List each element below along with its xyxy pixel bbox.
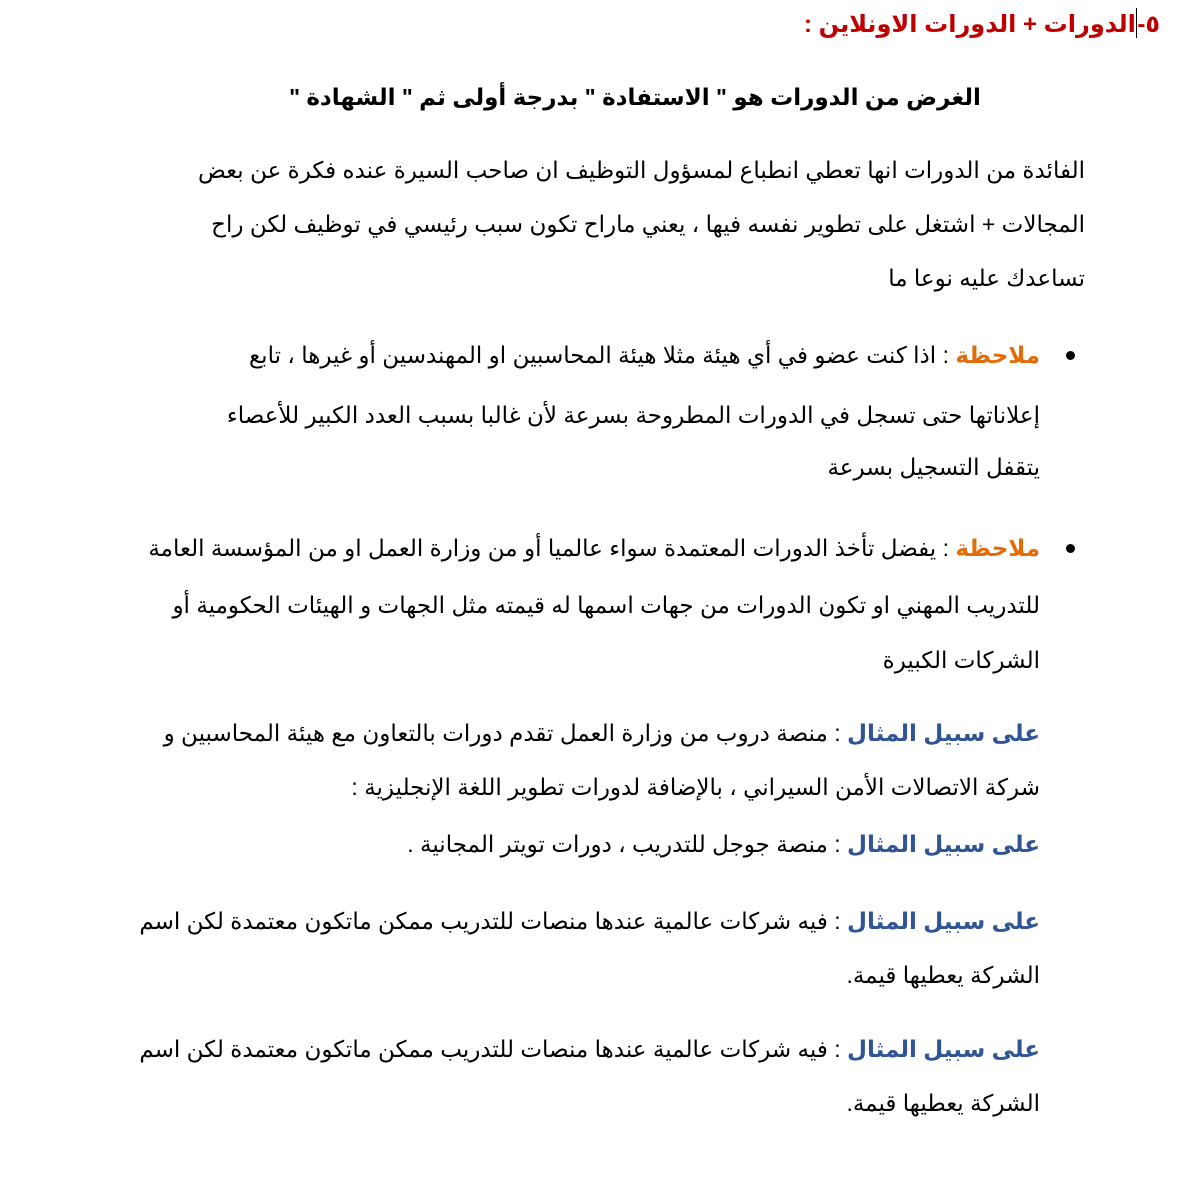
example-label: على سبيل المثال: [847, 908, 1040, 934]
example-3-line-1: [139, 906, 1040, 936]
example-text: : منصة جوجل للتدريب ، دورات تويتر المجانية .: [407, 831, 847, 857]
note-2-line-2: للتدريب المهني او تكون الدورات من جهات اسمها له قيمته مثل الجهات و الهيئات الحكومية أو: [172, 592, 1040, 618]
note-text: : اذا كنت عضو في أي هيئة مثلا هيئة المحاسبين او المهندسين أو غيرها ، تابع: [248, 342, 956, 368]
example-1-line-1: [164, 718, 1040, 748]
note-label: ملاحظة: [955, 342, 1040, 368]
intro-line-1: الفائدة من الدورات انها تعطي انطباع لمسؤول التوظيف ان صاحب السيرة عنده فكرة عن بعض: [198, 157, 1085, 183]
example-3-line-2: الشركة يعطيها قيمة.: [846, 962, 1040, 988]
note-2-line-3: الشركات الكبيرة: [882, 647, 1040, 673]
example-1-line-2: شركة الاتصالات الأمن السيراني ، بالإضافة لدورات تطوير اللغة الإنجليزية :: [351, 774, 1040, 800]
note-2-line-1: [148, 533, 1040, 563]
example-text: : فيه شركات عالمية عندها منصات للتدريب ممكن ماتكون معتمدة لكن اسم: [139, 1036, 847, 1062]
example-2-line-1: [407, 829, 1040, 859]
bullet-icon: [1066, 351, 1075, 360]
note-1-line-3: يتقفل التسجيل بسرعة: [827, 454, 1040, 480]
example-4-line-2: الشركة يعطيها قيمة.: [846, 1090, 1040, 1116]
example-4-line-1: [139, 1034, 1040, 1064]
example-label: على سبيل المثال: [847, 1036, 1040, 1062]
bullet-icon: [1066, 544, 1075, 553]
heading-title: الدورات + الدورات الاونلاين :: [803, 11, 1136, 38]
note-1-line-2: إعلاناتها حتى تسجل في الدورات المطروحة بسرعة لأن غالبا بسبب العدد الكبير للأعصاء: [226, 402, 1040, 428]
section-heading: [804, 8, 1160, 40]
example-text: : فيه شركات عالمية عندها منصات للتدريب ممكن ماتكون معتمدة لكن اسم: [139, 908, 847, 934]
example-label: على سبيل المثال: [847, 720, 1040, 746]
note-1-line-1: [249, 340, 1040, 370]
note-label: ملاحظة: [955, 535, 1040, 561]
note-text: : يفضل تأخذ الدورات المعتمدة سواء عالميا أو من وزارة العمل او من المؤسسة العامة: [148, 535, 956, 561]
intro-line-2: المجالات + اشتغل على تطوير نفسه فيها ، يعني ماراح تكون سبب رئيسي في توظيف لكن راح: [211, 211, 1085, 237]
example-text: : منصة دروب من وزارة العمل تقدم دورات بالتعاون مع هيئة المحاسبين و: [163, 720, 847, 746]
example-label: على سبيل المثال: [847, 831, 1040, 857]
heading-number: ٥-: [1137, 11, 1160, 38]
intro-line-3: تساعدك عليه نوعا ما: [888, 265, 1085, 291]
section-subheading: الغرض من الدورات هو " الاستفادة " بدرجة أولى ثم " الشهادة ": [289, 84, 981, 110]
